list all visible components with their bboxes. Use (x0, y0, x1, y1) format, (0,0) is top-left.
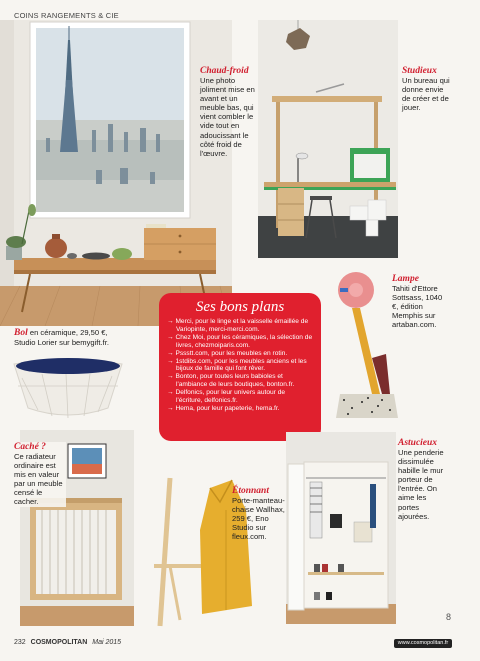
caption-chaud-froid (200, 66, 262, 158)
caption-bol (14, 328, 110, 347)
caption-studieux (402, 66, 450, 112)
caption-text: Un bureau qui donne envie de créer et de jouer. (402, 76, 450, 113)
caption-title: Étonnant (232, 486, 269, 496)
caption-title: Studieux (402, 66, 437, 76)
website-badge[interactable]: www.cosmopolitan.fr (394, 639, 452, 648)
bons-plans-list (167, 318, 313, 413)
closet-photo (286, 432, 396, 624)
bons-plans-title: Ses bons plans (195, 299, 285, 315)
corner-mark: 8 (446, 612, 452, 622)
caption-title: Bol (14, 328, 28, 338)
lamp-photo (328, 262, 400, 422)
arrow-icon: → (167, 333, 176, 341)
arrow-icon: → (167, 349, 176, 357)
caption-title: Caché ? (14, 442, 46, 452)
section-header: COINS RANGEMENTS & CIE (14, 11, 119, 20)
bowl-photo (8, 356, 128, 424)
caption-text: Une penderie dissimulée habille le mur porteur de l'entrée. On aime les portes ajourées. (398, 448, 444, 521)
caption-title: Lampe (392, 274, 419, 284)
arrow-icon: → (167, 373, 176, 381)
caption-text: Une photo joliment mise en avant et un meuble bas, qui vient combler le vide tout en adoucissant le côté froid de l'œuvre. (200, 76, 255, 158)
arrow-icon: → (167, 318, 176, 325)
caption-text: Porte-manteau-chaise Wallhax, 259 €, Eno Studio sur fleux.com. (232, 496, 285, 542)
magazine-name: COSMOPOLITAN (30, 639, 88, 646)
living-room-photo (0, 20, 232, 326)
bons-plans-item (167, 389, 313, 405)
caption-title: Astucieux (398, 438, 438, 448)
bons-plans-item (167, 318, 313, 334)
caption-text: en céramique, 29,50 €, Studio Lorier sur bemygift.fr. (14, 328, 109, 347)
bons-plans-box (159, 293, 321, 441)
bons-plans-item (167, 405, 313, 413)
bons-plans-text: Delfonics, pour leur univers autour de l'écriture, delfonics.fr. (175, 389, 286, 405)
caption-text: Ce radiateur ordinaire est mis en valeur par un meuble censé le cacher. (14, 452, 63, 507)
bons-plans-text: Bonton, pour toutes leurs babioles et l'ambiance de leurs boutiques, bonton.fr. (175, 373, 295, 389)
caption-title: Chaud-froid (200, 66, 249, 76)
bons-plans-item (167, 373, 313, 389)
arrow-icon: → (167, 404, 176, 412)
caption-text: Tahiti d'Ettore Sottsass, 1040 €, édition Memphis sur artaban.com. (392, 284, 443, 330)
arrow-icon: → (167, 389, 176, 397)
caption-etonnant (232, 486, 286, 541)
footer (14, 639, 121, 646)
bons-plans-text: Hema, pour leur papeterie, hema.fr. (175, 404, 280, 412)
bons-plans-item (167, 358, 313, 374)
page-number: 232 (14, 639, 26, 646)
bons-plans-text: Chez Moi, pour les céramiques, la sélection de livres, chezmoiparis.com. (175, 333, 313, 349)
bons-plans-item (167, 334, 313, 350)
desk-photo (258, 20, 398, 258)
arrow-icon: → (167, 357, 176, 365)
caption-cache (14, 442, 66, 507)
issue-date: Mai 2015 (92, 639, 122, 646)
bons-plans-text: 1stdibs.com, pour les meubles anciens et les bijoux de famille qui font rêver. (175, 357, 307, 373)
caption-lampe (392, 274, 444, 329)
bons-plans-text: Merci, pour le linge et la vaisselle émaillée de Variopinte, merci-merci.com. (175, 318, 309, 333)
bons-plans-item (167, 350, 313, 358)
caption-astucieux (398, 438, 448, 521)
bons-plans-text: Pssstt.com, pour les meubles en rotin. (175, 349, 288, 357)
